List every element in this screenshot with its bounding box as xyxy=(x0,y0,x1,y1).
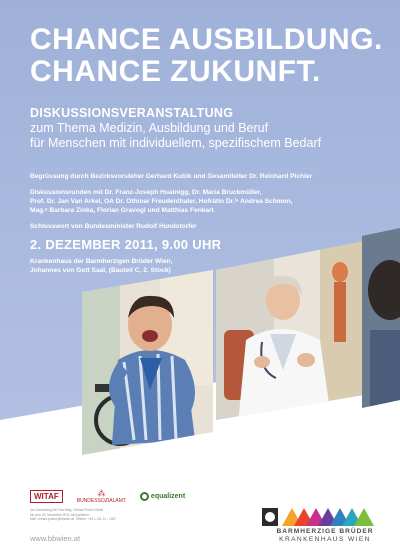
witaf-logo: WITAF xyxy=(30,490,63,503)
venue-line-1: Krankenhaus der Barmherzigen Brüder Wien, xyxy=(30,258,173,265)
equalizent-label: equalizent xyxy=(150,493,186,500)
website-link[interactable]: www.bbwien.at xyxy=(30,534,81,543)
event-type: DISKUSSIONSVERANSTALTUNG xyxy=(30,106,234,120)
equalizent-icon xyxy=(140,492,149,501)
venue-line-2: Johannes von Gott Saal, (Bauteil C, 2. Stock) xyxy=(30,267,171,274)
equalizent-logo xyxy=(140,492,185,501)
registration-note xyxy=(30,508,210,522)
brand-line-2: KRANKENHAUS WIEN xyxy=(279,535,371,543)
event-topic-line-1: zum Thema Medizin, Ausbildung und Beruf xyxy=(30,121,269,135)
registration-line-3: Mail: christa.pruher@bbwien.at, Telefon: +43 1 211 21 - 1067 xyxy=(30,517,117,521)
greeting-text: Begrüssung durch Bezirksvorsteher Gerhard Kubik und Gesamtleiter Dr. Reinhard Pichler xyxy=(30,173,313,180)
partner-logos xyxy=(30,489,185,504)
rounds-line-3: Mag.ᵃ Barbara Zinka, Florian Gravogl und Matthias Fenkart xyxy=(30,207,214,214)
bundessozialamt-label: BUNDESSOZIALAMT xyxy=(76,498,126,504)
bundessozialamt-logo xyxy=(77,489,126,504)
registration-line-1: Um Anmeldung bei Frau Mag. Christa Pruher-Strobl xyxy=(30,508,104,512)
bundessozialamt-icon: ⁂ xyxy=(97,489,106,498)
closing-remarks: Schlusswort von Bundesminister Rudolf Hundstorfer xyxy=(30,223,197,230)
rounds-line-2: Prof. Dr. Jan Van Arkel, OA Dr. Othmar Freudenthaler, Hofrätin Dr.ⁱⁿ Andrea Schmon, xyxy=(30,198,293,205)
barmherzige-brueder-logo-icon xyxy=(262,506,382,528)
headline-line-2: CHANCE ZUKUNFT. xyxy=(30,55,321,88)
event-date: 2. DEZEMBER 2011, 9.00 UHR xyxy=(30,237,222,252)
brand-line-1: BARMHERZIGE BRÜDER xyxy=(276,528,374,535)
headline-line-1: CHANCE AUSBILDUNG. xyxy=(30,23,383,56)
registration-line-2: bis zum 20. November 2011 wird gebeten: xyxy=(30,512,90,517)
event-topic-line-2: für Menschen mit individuellem, spezifischem Bedarf xyxy=(30,136,322,150)
brand-name xyxy=(270,528,380,543)
doctor-photo xyxy=(214,236,374,426)
boy-photo xyxy=(80,265,215,460)
patient-photo xyxy=(360,226,400,411)
rounds-line-1: Diskussionsrunden mit Dr. Franz-Joseph Huainigg, Dr. Maria Bruckmüller, xyxy=(30,189,262,196)
